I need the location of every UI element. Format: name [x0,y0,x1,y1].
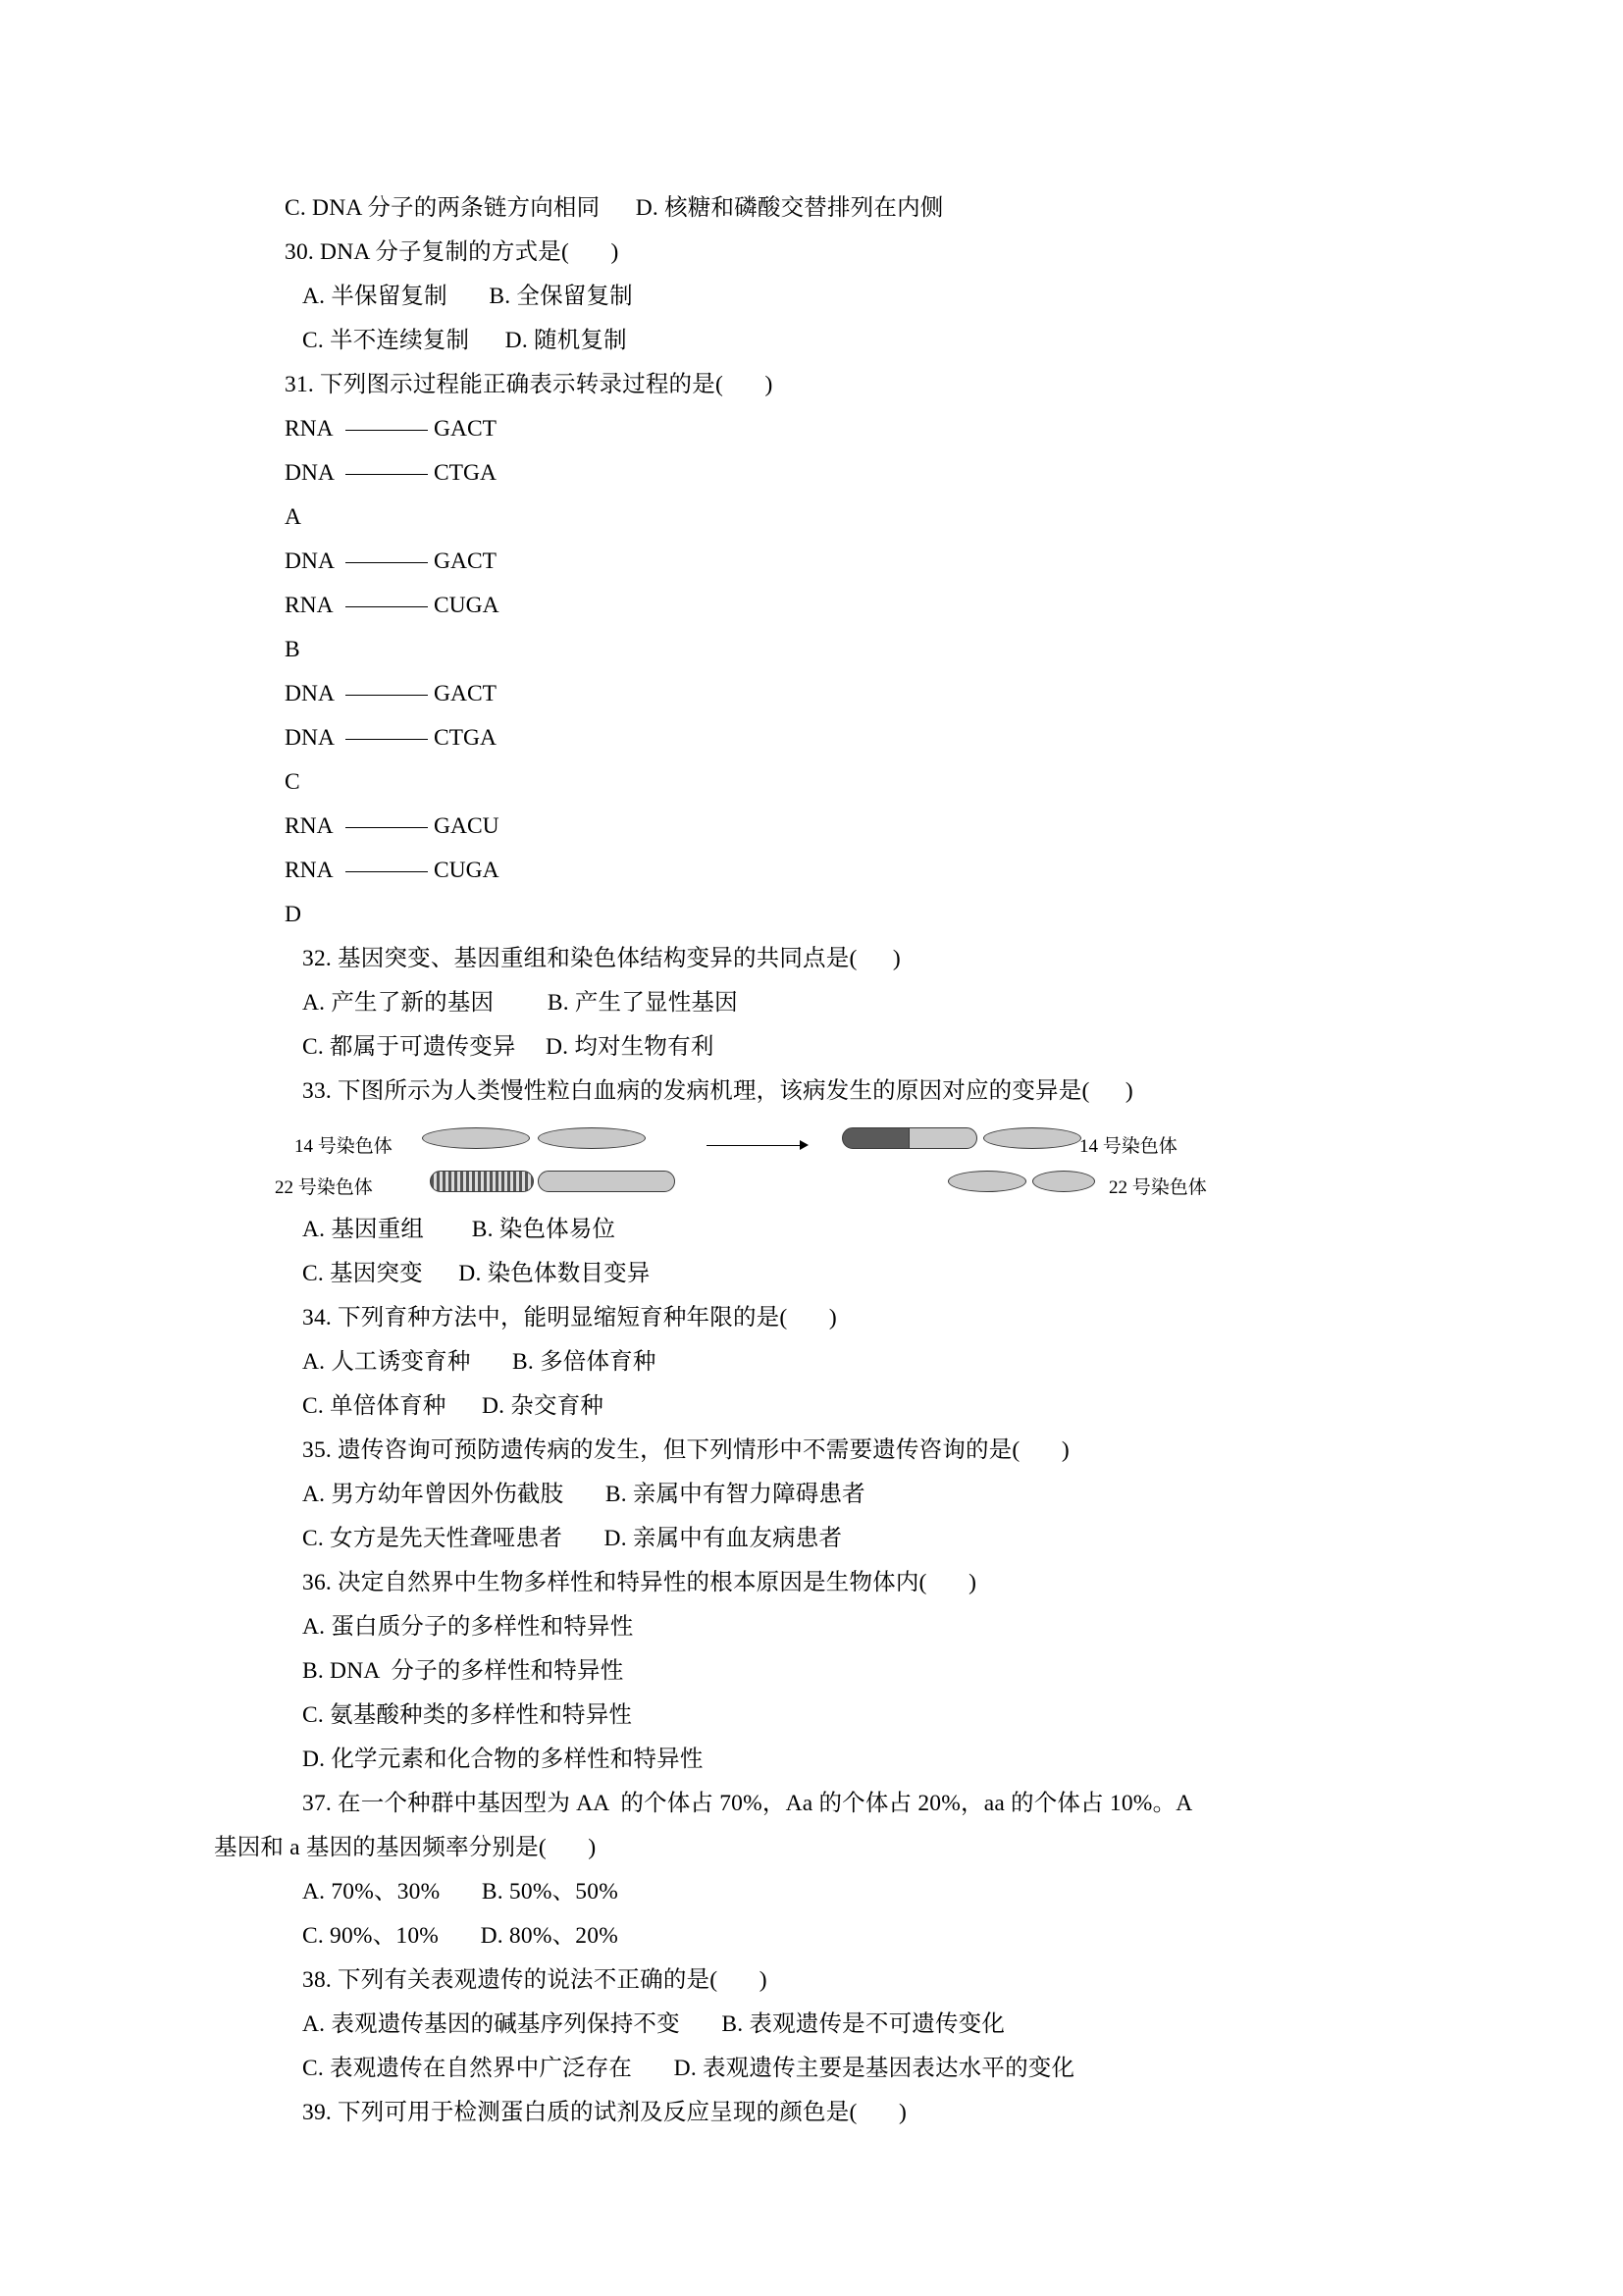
seq-connector-line [345,695,428,696]
diagram-option-letter-c: C [285,769,300,795]
chrom-14-right-translocated-segment [842,1127,911,1149]
question-33-options-ab: A. 基因重组 B. 染色体易位 [302,1217,616,1242]
diagram-option-letter-b: B [285,637,300,662]
seq-row [285,540,1393,584]
chrom-14-right-arm-b [983,1127,1081,1149]
question-37-stem-line2: 基因和 a 基因的基因频率分别是( ) [214,1835,597,1860]
seq-label: RNA [285,593,334,618]
question-39-stem: 39. 下列可用于检测蛋白质的试剂及反应呈现的颜色是( ) [302,2100,908,2125]
question-38-options-ab: A. 表观遗传基因的碱基序列保持不变 B. 表观遗传是不可遗传变化 [302,2011,1006,2037]
question-30-stem: 30. DNA 分子复制的方式是( ) [285,239,619,265]
seq-label: RNA [285,416,334,442]
question-30-options-cd: C. 半不连续复制 D. 随机复制 [302,328,627,353]
line-29-options: C. DNA 分子的两条链方向相同 D. 核糖和磷酸交替排列在内侧 [285,195,944,221]
seq-label: DNA [285,681,335,706]
question-35-stem: 35. 遗传咨询可预防遗传病的发生，但下列情形中不需要遗传咨询的是( ) [302,1437,1070,1463]
question-37-options-ab: A. 70%、30% B. 50%、50% [302,1879,618,1905]
seq-connector-line [345,562,428,563]
diagram-option-letter-d: D [285,902,301,927]
question-35-options-ab: A. 男方幼年曾因外伤截肢 B. 亲属中有智力障碍患者 [302,1482,865,1507]
seq-connector-line [345,871,428,872]
question-36-stem: 36. 决定自然界中生物多样性和特异性的根本原因是生物体内( ) [302,1570,977,1595]
question-32-options-cd: C. 都属于可遗传变异 D. 均对生物有利 [302,1034,714,1060]
chrom-label-22-right: 22 号染色体 [1109,1177,1207,1198]
chrom-14-left-arm-a [422,1127,530,1149]
process-arrow-line [707,1145,801,1146]
chrom-22-right-arm-a [948,1171,1026,1192]
question-32-options-ab: A. 产生了新的基因 B. 产生了显性基因 [302,990,738,1016]
question-33-options-cd: C. 基因突变 D. 染色体数目变异 [302,1261,651,1286]
seq-row [285,407,1393,451]
seq-code: CUGA [434,593,499,618]
seq-row [285,849,1393,893]
chrom-22-left-arm-b [538,1171,675,1192]
seq-code: CUGA [434,858,499,883]
seq-code: GACT [434,681,497,706]
question-36-option-a: A. 蛋白质分子的多样性和特异性 [302,1614,634,1640]
seq-code: CTGA [434,460,497,486]
diagram-option-letter-a: A [285,504,301,530]
question-32-stem: 32. 基因突变、基因重组和染色体结构变异的共同点是( ) [302,946,901,971]
seq-row [285,716,1393,760]
chromosome-translocation-figure [275,1116,1393,1206]
seq-code: GACT [434,548,497,574]
chrom-label-22-left: 22 号染色体 [275,1177,373,1198]
seq-label: DNA [285,460,335,486]
transcription-diagram [285,407,1393,937]
seq-code: GACU [434,813,499,839]
chrom-22-right-arm-b [1032,1171,1095,1192]
chrom-22-left-arm-a [430,1171,534,1192]
seq-connector-line [345,827,428,828]
chrom-label-14-left: 14 号染色体 [294,1136,393,1157]
seq-label: DNA [285,725,335,751]
process-arrow-head [800,1140,809,1150]
seq-row [285,584,1393,628]
question-34-options-ab: A. 人工诱变育种 B. 多倍体育种 [302,1349,656,1375]
question-31-stem: 31. 下列图示过程能正确表示转录过程的是( ) [285,372,773,397]
seq-connector-line [345,606,428,607]
question-34-stem: 34. 下列育种方法中，能明显缩短育种年限的是( ) [302,1305,837,1331]
seq-connector-line [345,474,428,475]
seq-label: RNA [285,813,334,839]
question-37-stem-line1: 37. 在一个种群中基因型为 AA 的个体占 70%，Aa 的个体占 20%，aa 的个体占 10%。A [302,1791,1193,1816]
question-34-options-cd: C. 单倍体育种 D. 杂交育种 [302,1393,604,1419]
question-30-options-ab: A. 半保留复制 B. 全保留复制 [302,284,633,309]
question-33-stem: 33. 下图所示为人类慢性粒白血病的发病机理，该病发生的原因对应的变异是( ) [302,1078,1133,1104]
question-37-options-cd: C. 90%、10% D. 80%、20% [302,1923,618,1949]
question-36-option-b: B. DNA 分子的多样性和特异性 [302,1658,624,1684]
seq-code: GACT [434,416,497,442]
seq-connector-line [345,430,428,431]
seq-label: DNA [285,548,335,574]
chrom-14-right-arm-a [909,1127,977,1149]
seq-row [285,805,1393,849]
question-38-stem: 38. 下列有关表观遗传的说法不正确的是( ) [302,1967,767,1993]
chrom-14-left-arm-b [538,1127,646,1149]
seq-row [285,672,1393,716]
seq-connector-line [345,739,428,740]
chrom-label-14-right: 14 号染色体 [1079,1136,1178,1157]
question-36-option-c: C. 氨基酸种类的多样性和特异性 [302,1702,633,1728]
question-38-options-cd: C. 表观遗传在自然界中广泛存在 D. 表观遗传主要是基因表达水平的变化 [302,2056,1075,2081]
page-content [214,186,1393,2135]
seq-row [285,451,1393,496]
question-35-options-cd: C. 女方是先天性聋哑患者 D. 亲属中有血友病患者 [302,1526,843,1551]
seq-label: RNA [285,858,334,883]
seq-code: CTGA [434,725,497,751]
question-36-option-d: D. 化学元素和化合物的多样性和特异性 [302,1747,704,1772]
